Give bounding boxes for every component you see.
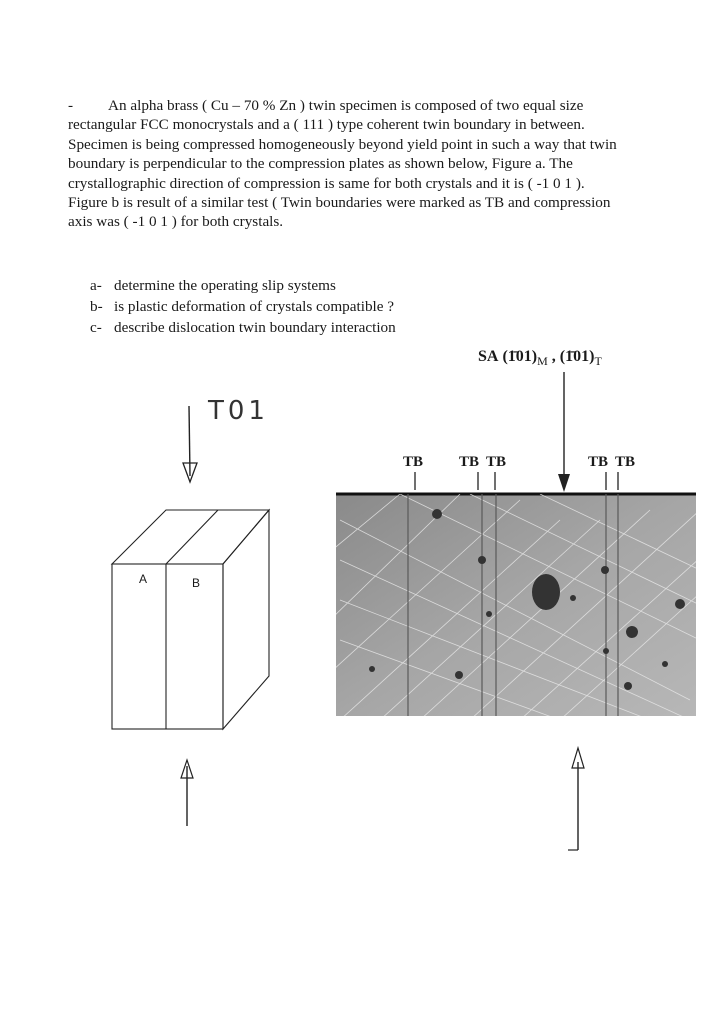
question-label: a- bbox=[90, 277, 102, 294]
sa-m-sub: M bbox=[537, 354, 548, 368]
question-text: describe dislocation twin boundary interaction bbox=[114, 319, 396, 336]
micrograph bbox=[300, 494, 720, 720]
sa-t-index: (1̄01) bbox=[559, 348, 595, 365]
sa-prefix: SA bbox=[478, 348, 499, 365]
tb-label: TB bbox=[486, 454, 507, 470]
tb-label: TB bbox=[615, 454, 636, 470]
direction-label: T01 bbox=[208, 396, 269, 426]
question-label: c- bbox=[90, 319, 102, 336]
tb-markers bbox=[415, 472, 618, 490]
crystal-label-b: B bbox=[192, 576, 201, 590]
question-text: determine the operating slip systems bbox=[114, 277, 336, 294]
tb-label: TB bbox=[403, 454, 424, 470]
problem-text: An alpha brass ( Cu – 70 % Zn ) twin specimen is composed of two equal size rectangular FCC monocrystals and a ( 111 ) type coherent twin boundary in between. Specimen is being compressed homogeneously beyond yield point in such a way that twin boundary is perpendicular to the compression plates as shown below, Figure a. The crystallographic direction of compression is same for both crystals and it is ( -1 0 1 ). Figure b is result of a similar test ( Twin boundaries were marked as TB and compression axis was ( -1 0 1 ) for both crystals. bbox=[68, 97, 617, 231]
bullet-dash: - bbox=[68, 97, 74, 114]
sa-m-index: (1̄01) bbox=[502, 348, 538, 365]
question-label: b- bbox=[90, 298, 103, 315]
sa-separator: , bbox=[551, 348, 556, 365]
question-text: is plastic deformation of crystals compatible ? bbox=[114, 298, 395, 315]
tb-label: TB bbox=[459, 454, 480, 470]
tb-label: TB bbox=[588, 454, 609, 470]
sa-t-sub: T bbox=[594, 354, 602, 368]
arrowhead-down-icon bbox=[558, 474, 570, 492]
crystal-label-a: A bbox=[139, 572, 148, 586]
